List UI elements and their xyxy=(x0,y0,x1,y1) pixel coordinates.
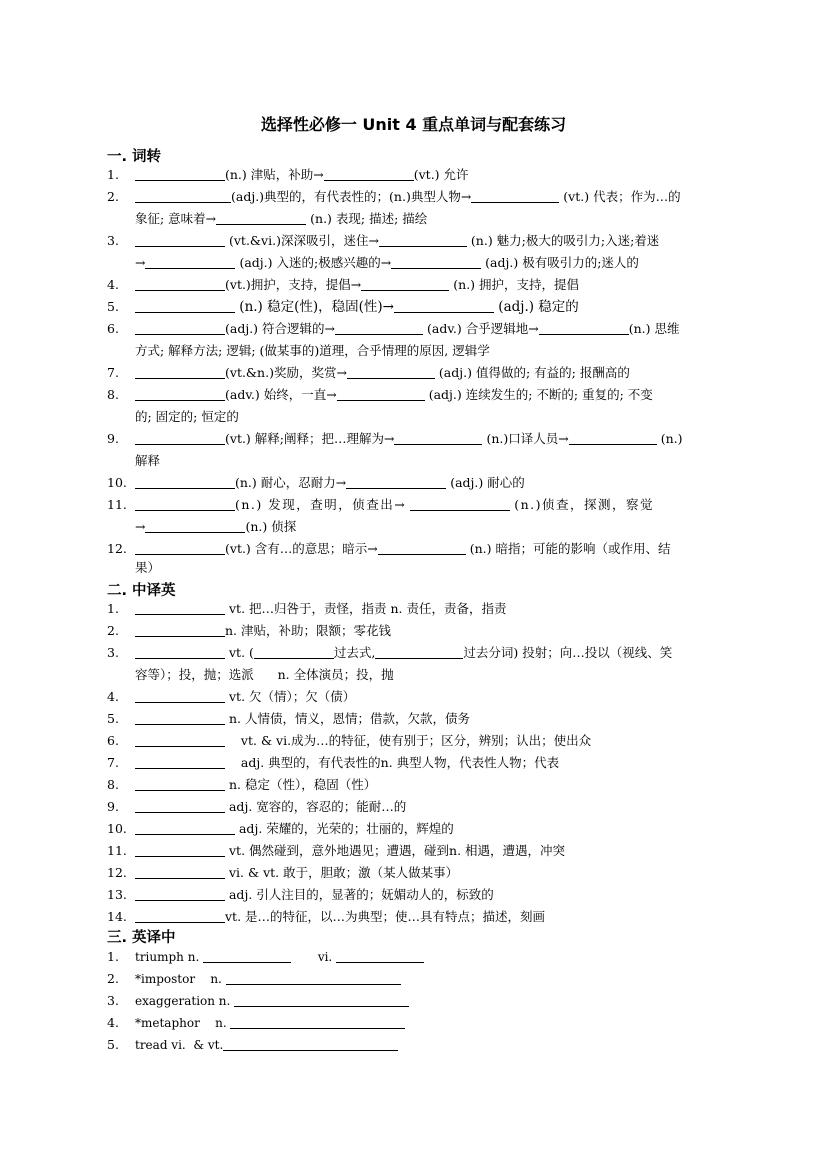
item-text: (adj.) 耐心的 xyxy=(450,475,525,490)
item-number: 14. xyxy=(107,909,127,924)
answer-blank[interactable] xyxy=(135,731,225,747)
section-heading-word-conversion: 一. 词转 xyxy=(107,149,162,165)
item-text: *metaphor n. xyxy=(135,1016,227,1030)
answer-blank[interactable] xyxy=(223,1035,398,1051)
item-text: (n.) 耐心，忍耐力→ xyxy=(235,475,347,490)
answer-blank[interactable] xyxy=(135,753,225,769)
page-title: 选择性必修一 Unit 4 重点单词与配套练习 xyxy=(260,115,567,134)
item-text: 过去式, xyxy=(333,645,376,660)
item-text: (adj.) 值得做的; 有益的; 报酬高的 xyxy=(438,365,630,380)
answer-blank[interactable] xyxy=(135,297,235,313)
answer-blank[interactable] xyxy=(569,429,657,445)
item-text: (vt.) 含有…的意思；暗示→ xyxy=(225,541,378,556)
item-text: (adj.) 连续发生的; 不断的; 重复的; 不变 xyxy=(428,387,653,402)
item-number: 12. xyxy=(107,541,127,556)
item-text: (n.) 表现; 描述; 描绘 xyxy=(310,211,428,226)
answer-blank[interactable] xyxy=(135,709,225,725)
answer-blank[interactable] xyxy=(135,275,225,291)
item-number: 11. xyxy=(107,497,127,512)
item-text: 方式; 解释方法; 逻辑; (做某事的)道理，合乎情理的原因, 逻辑学 xyxy=(135,343,490,358)
answer-blank[interactable] xyxy=(336,947,424,963)
item-text: (adj.) 符合逻辑的→ xyxy=(225,321,336,336)
item-text: (n.) xyxy=(660,431,683,446)
item-text: vt. 欠（情）；欠（债） xyxy=(228,689,356,704)
answer-blank[interactable] xyxy=(135,797,225,813)
answer-blank[interactable] xyxy=(375,643,463,659)
item-text: adj. 荣耀的，光荣的；壮丽的，辉煌的 xyxy=(238,821,454,836)
answer-blank[interactable] xyxy=(203,947,291,963)
item-number: 2. xyxy=(107,623,119,638)
item-text: vt. ( xyxy=(228,645,254,660)
item-number: 2. xyxy=(107,971,119,986)
answer-blank[interactable] xyxy=(135,621,225,637)
item-number: 8. xyxy=(107,387,119,402)
item-text: (n.) 暗指；可能的影响（或作用、结 xyxy=(469,541,671,556)
item-text: (vt.&vi.)深深吸引，迷住→ xyxy=(228,233,379,248)
answer-blank[interactable] xyxy=(135,539,225,555)
item-text: (vt.) 允许 xyxy=(413,167,469,182)
section-heading-english-to-chinese: 三. 英译中 xyxy=(107,930,176,946)
item-text: → xyxy=(135,255,146,270)
answer-blank[interactable] xyxy=(391,253,481,269)
answer-blank[interactable] xyxy=(145,253,235,269)
item-text: 象征; 意味着→ xyxy=(135,211,217,226)
answer-blank[interactable] xyxy=(135,231,225,247)
item-text: (vt.&n.)奖励，奖赏→ xyxy=(225,365,347,380)
answer-blank[interactable] xyxy=(254,643,334,659)
item-number: 7. xyxy=(107,755,119,770)
item-text: (n.) 津贴，补助→ xyxy=(225,167,324,182)
item-text: (vt.) 解释;阐释；把…理解为→ xyxy=(225,431,395,446)
item-text: (n.)口译人员→ xyxy=(486,431,569,446)
item-number: 1. xyxy=(107,949,119,964)
item-text: 容等）；投，抛；选派 n. 全体演员；投，抛 xyxy=(135,667,394,682)
item-text: (n.) 侦探 xyxy=(245,519,297,534)
item-number: 10. xyxy=(107,475,127,490)
answer-blank[interactable] xyxy=(135,841,225,857)
item-text: (vt.)拥护，支持，提倡→ xyxy=(225,277,362,292)
item-number: 5. xyxy=(107,1037,119,1052)
item-text: vt. & vi.成为…的特征，使有别于；区分，辨别；认出；使出众 xyxy=(240,733,592,748)
item-text: (adj.) 极有吸引力的;迷人的 xyxy=(485,255,639,270)
answer-blank[interactable] xyxy=(234,991,409,1007)
item-text: → xyxy=(135,519,146,534)
item-number: 5. xyxy=(107,299,119,314)
answer-blank[interactable] xyxy=(378,539,466,555)
item-text: n. 津贴，补助；限额；零花钱 xyxy=(225,623,391,638)
item-text: (n.) 魅力;极大的吸引力;入迷;着迷 xyxy=(470,233,660,248)
answer-blank[interactable] xyxy=(135,775,225,791)
item-number: 1. xyxy=(107,601,119,616)
answer-blank[interactable] xyxy=(135,495,235,511)
item-number: 7. xyxy=(107,365,119,380)
item-text: (n.) 思维 xyxy=(628,321,680,336)
item-text: (adj.)典型的，有代表性的；(n.)典型人物→ xyxy=(231,189,472,204)
answer-blank[interactable] xyxy=(135,363,225,379)
answer-blank[interactable] xyxy=(410,495,510,511)
item-number: 12. xyxy=(107,865,127,880)
item-text: vt. 把…归咎于，责怪，指责 n. 责任，责备，指责 xyxy=(228,601,507,616)
item-number: 8. xyxy=(107,777,119,792)
item-text: adj. 宽容的，容忍的；能耐…的 xyxy=(228,799,407,814)
item-text: (adj.) 入迷的;极感兴趣的→ xyxy=(239,255,392,270)
item-text: (vt.) 代表；作为…的 xyxy=(563,189,681,204)
answer-blank[interactable] xyxy=(394,429,482,445)
item-number: 3. xyxy=(107,233,119,248)
item-number: 2. xyxy=(107,189,119,204)
section-heading-chinese-to-english: 二. 中译英 xyxy=(107,583,176,599)
answer-blank[interactable] xyxy=(324,165,414,181)
answer-blank[interactable] xyxy=(135,643,225,659)
answer-blank[interactable] xyxy=(135,907,225,923)
item-number: 3. xyxy=(107,993,119,1008)
item-number: 13. xyxy=(107,887,127,902)
answer-blank[interactable] xyxy=(135,187,231,203)
item-number: 4. xyxy=(107,277,119,292)
item-text: (n.) 发现，查明，侦查出→ xyxy=(235,497,407,512)
answer-blank[interactable] xyxy=(337,385,425,401)
answer-blank[interactable] xyxy=(346,473,446,489)
item-number: 11. xyxy=(107,843,127,858)
item-text: (n.) 拥护，支持，提倡 xyxy=(453,277,580,292)
item-number: 6. xyxy=(107,321,119,336)
answer-blank[interactable] xyxy=(135,385,225,401)
item-number: 1. xyxy=(107,167,119,182)
item-text: vi. & vt. 敢于，胆敢；激（某人做某事） xyxy=(228,865,459,880)
answer-blank[interactable] xyxy=(379,231,467,247)
item-text: (adv.) 始终，一直→ xyxy=(225,387,337,402)
answer-blank[interactable] xyxy=(335,319,423,335)
answer-blank[interactable] xyxy=(135,473,235,489)
item-text: vt. 偶然碰到，意外地遇见；遭遇，碰到n. 相遇，遭遇，冲突 xyxy=(228,843,566,858)
answer-blank[interactable] xyxy=(135,319,225,335)
item-text: adj. 引人注目的，显著的；妩媚动人的，标致的 xyxy=(228,887,494,902)
answer-blank[interactable] xyxy=(135,863,225,879)
answer-blank[interactable] xyxy=(361,275,449,291)
item-text: exaggeration n. xyxy=(135,994,231,1008)
answer-blank[interactable] xyxy=(347,363,435,379)
item-text: adj. 典型的，有代表性的n. 典型人物，代表性人物；代表 xyxy=(240,755,560,770)
item-number: 5. xyxy=(107,711,119,726)
item-number: 6. xyxy=(107,733,119,748)
answer-blank[interactable] xyxy=(135,687,225,703)
item-text: (adj.) 稳定的 xyxy=(498,299,579,315)
answer-blank[interactable] xyxy=(135,819,235,835)
answer-blank[interactable] xyxy=(226,969,401,985)
answer-blank[interactable] xyxy=(135,599,225,615)
answer-blank[interactable] xyxy=(135,885,225,901)
answer-blank[interactable] xyxy=(539,319,629,335)
item-text: (adv.) 合乎逻辑地→ xyxy=(427,321,539,336)
answer-blank[interactable] xyxy=(216,209,306,225)
item-text: vi. xyxy=(317,950,333,964)
answer-blank[interactable] xyxy=(471,187,559,203)
answer-blank[interactable] xyxy=(135,429,225,445)
item-text: n. 稳定（性），稳固（性） xyxy=(228,777,377,792)
answer-blank[interactable] xyxy=(145,517,245,533)
item-text: triumph n. xyxy=(135,950,200,964)
answer-blank[interactable] xyxy=(394,297,494,313)
item-text: n. 人情债，情义，恩情；借款，欠款，债务 xyxy=(228,711,470,726)
item-text: (n.) 稳定(性)，稳固(性)→ xyxy=(239,299,394,315)
answer-blank[interactable] xyxy=(135,165,225,181)
item-text: (n.)侦查，探测，察觉 xyxy=(514,497,654,512)
item-number: 9. xyxy=(107,799,119,814)
item-number: 3. xyxy=(107,645,119,660)
item-text: 的; 固定的; 恒定的 xyxy=(135,409,239,424)
item-text: 过去分词) 投射；向…投以（视线、笑 xyxy=(463,645,673,660)
item-text: 果） xyxy=(135,560,161,575)
item-text: 解释 xyxy=(135,453,161,468)
item-text: vt. 是…的特征，以…为典型；使…具有特点；描述，刻画 xyxy=(225,909,546,924)
item-number: 4. xyxy=(107,1015,119,1030)
item-text: *impostor n. xyxy=(135,972,222,986)
item-number: 4. xyxy=(107,689,119,704)
item-text: tread vi. & vt. xyxy=(135,1038,224,1052)
answer-blank[interactable] xyxy=(230,1013,405,1029)
item-number: 9. xyxy=(107,431,119,446)
item-number: 10. xyxy=(107,821,127,836)
